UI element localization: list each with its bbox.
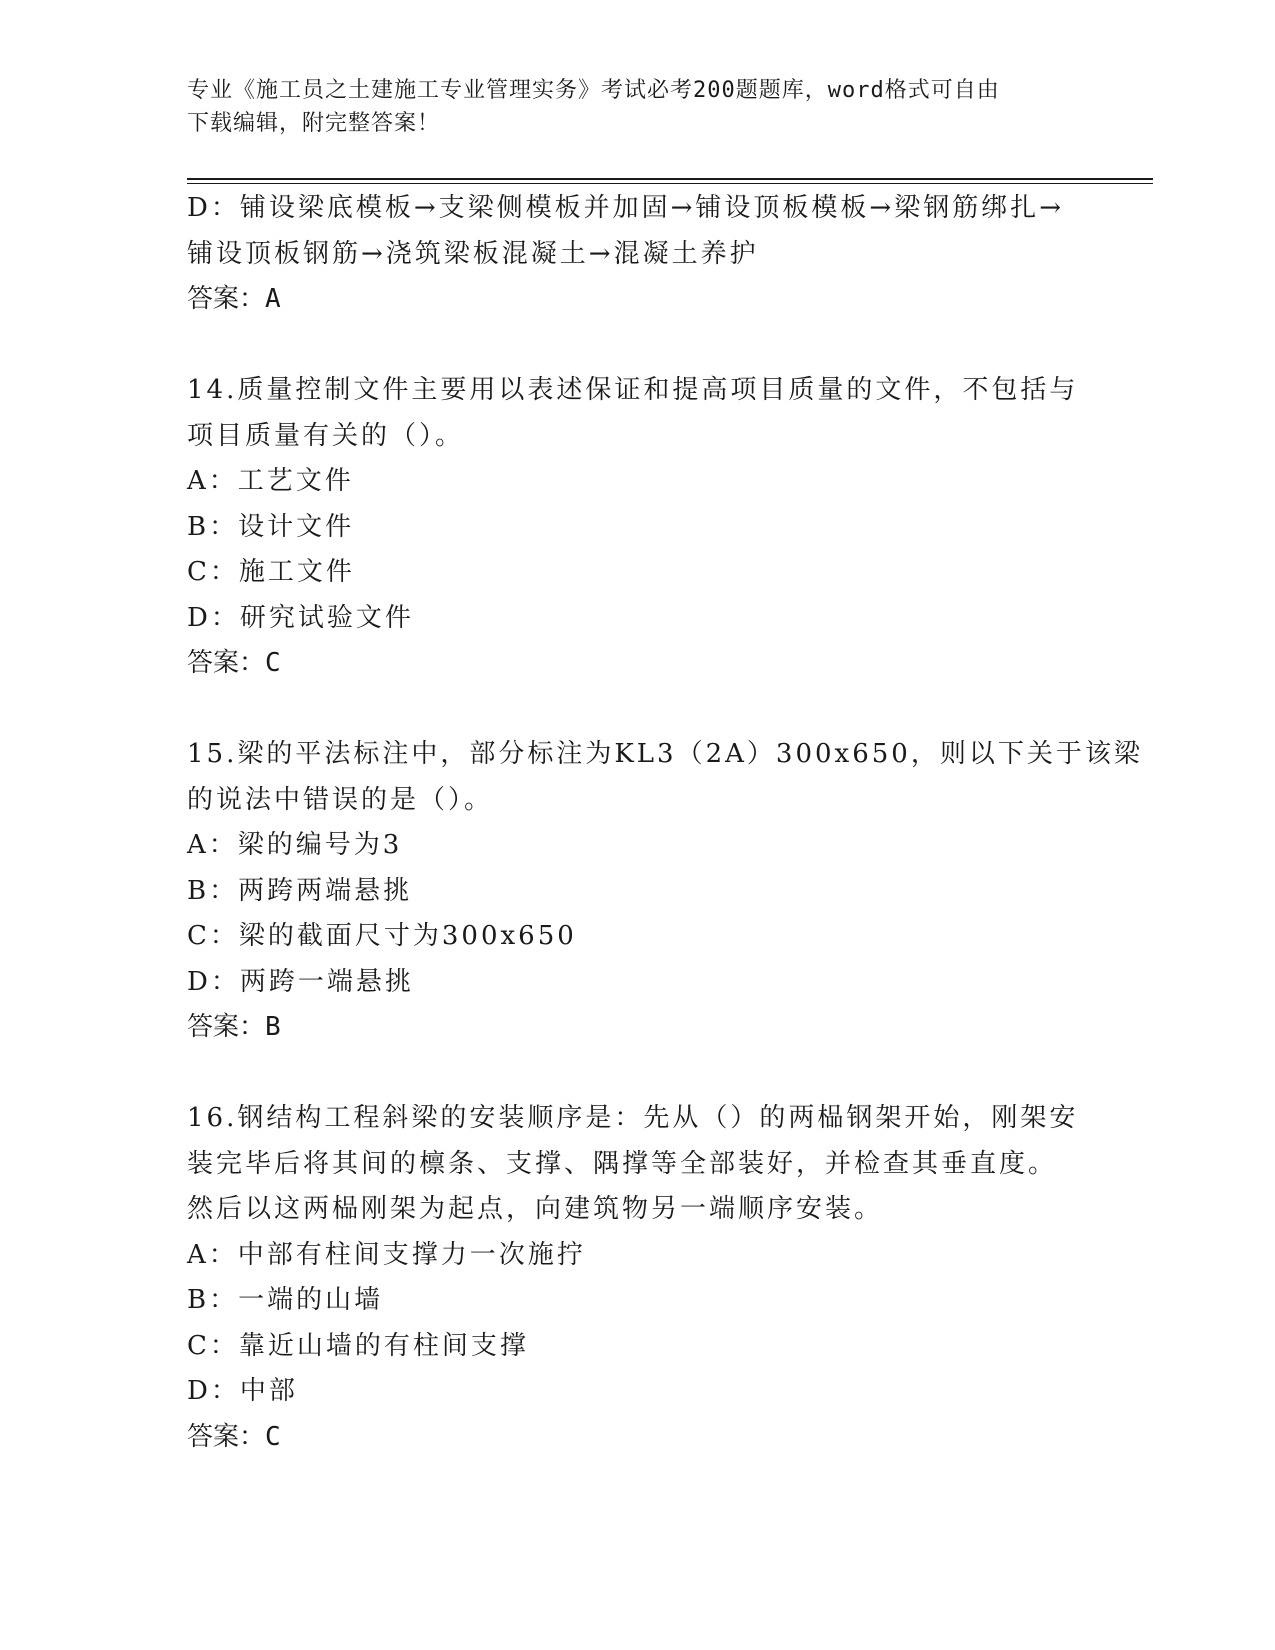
header-rule-thick <box>187 178 1153 180</box>
document-body <box>187 186 1143 1460</box>
document-header <box>187 74 1067 140</box>
option-d-line-2: 铺设顶板钢筋→浇筑梁板混凝土→混凝土养护 <box>187 238 759 269</box>
spacer <box>187 1051 1087 1097</box>
answer-line: 答案：C <box>187 648 281 678</box>
header-line-2: 下载编辑，附完整答案！ <box>187 111 441 136</box>
answer-line: 答案：A <box>187 284 281 314</box>
option-c: C：梁的截面尺寸为300x650 <box>187 921 577 951</box>
question-stem-line: 的说法中错误的是（）。 <box>187 784 494 815</box>
question-stem-line: 然后以这两榀刚架为起点，向建筑物另一端顺序安装。 <box>187 1194 884 1224</box>
option-d-line-1: D：铺设梁底模板→支梁侧模板并加固→铺设顶板模板→梁钢筋绑扎→ <box>187 193 1064 223</box>
header-line-1: 专业《施工员之土建施工专业管理实务》考试必考200题题库，word格式可自由 <box>187 78 1000 103</box>
option-d: D：两跨一端悬挑 <box>187 966 414 997</box>
option-d: D：中部 <box>187 1376 298 1406</box>
option-c: C：靠近山墙的有柱间支撑 <box>187 1330 529 1361</box>
option-a: A：中部有柱间支撑力一次施拧 <box>187 1239 586 1270</box>
spacer <box>187 323 1087 369</box>
option-a: A：梁的编号为3 <box>187 830 403 860</box>
question-16 <box>187 1096 1087 1460</box>
question-15 <box>187 732 1143 1051</box>
option-b: B：两跨两端悬挑 <box>187 875 413 906</box>
option-d: D：研究试验文件 <box>187 602 414 633</box>
option-c: C：施工文件 <box>187 557 355 587</box>
previous-question-tail <box>187 186 1087 323</box>
question-stem-line: 装完毕后将其间的檩条、支撑、隅撑等全部装好，并检查其垂直度。 <box>187 1148 1058 1179</box>
question-stem-line: 15.梁的平法标注中，部分标注为KL3（2A）300x650，则以下关于该梁 <box>187 739 1143 769</box>
header-rule-thin <box>187 183 1153 184</box>
spacer <box>187 687 1087 733</box>
question-stem-line: 项目质量有关的（）。 <box>187 420 465 451</box>
answer-line: 答案：C <box>187 1421 281 1452</box>
answer-line: 答案：B <box>187 1012 281 1042</box>
question-stem-line: 16.钢结构工程斜梁的安装顺序是：先从（）的两榀钢架开始，刚架安 <box>187 1103 1079 1133</box>
option-b: B：设计文件 <box>187 511 355 542</box>
option-a: A：工艺文件 <box>187 466 354 496</box>
question-stem-line: 14.质量控制文件主要用以表述保证和提高项目质量的文件，不包括与 <box>187 375 1079 405</box>
option-b: B：一端的山墙 <box>187 1285 384 1315</box>
question-14 <box>187 368 1087 687</box>
